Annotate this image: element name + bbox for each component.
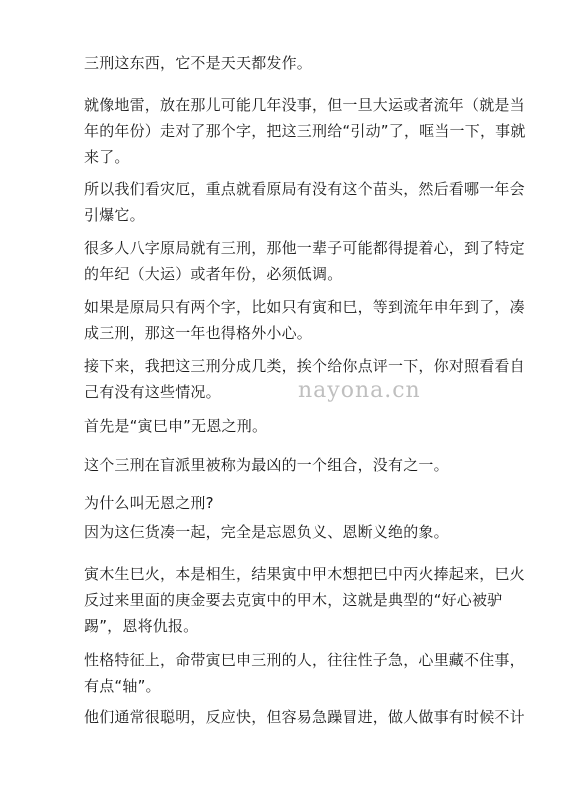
- paragraph-line: 的年纪（大运）或者年份，必须低调。: [84, 265, 343, 283]
- paragraph: [84, 413, 504, 439]
- paragraph-line: 他们通常很聪明，反应快，但容易急躁冒进，做人做事有时候不计: [84, 708, 525, 726]
- paragraph-line: 接下来，我把这三刑分成几类，挨个给你点评一下，你对照看看自: [84, 357, 525, 375]
- paragraph-line: 为什么叫无恩之刑?: [84, 494, 214, 512]
- paragraph-line: 很多人八字原局就有三刑，那他一辈子可能都得提着心，到了特定: [84, 239, 525, 257]
- paragraph: [84, 647, 525, 699]
- paragraph-line: 如果是原局只有两个字，比如只有寅和巳，等到流年申年到了，凑: [84, 298, 525, 316]
- paragraph-line: 首先是“寅巳申”无恩之刑。: [84, 417, 268, 435]
- paragraph: [84, 490, 504, 516]
- paragraph-line: 因为这仨货凑一起，完全是忘恩负义、恩断义绝的象。: [84, 523, 449, 541]
- paragraph-line: 性格特征上，命带寅巳申三刑的人，往往性子急，心里藏不住事，: [84, 651, 525, 669]
- paragraph: [84, 92, 526, 170]
- paragraph: [84, 452, 504, 478]
- paragraph: [84, 235, 525, 287]
- paragraph-line: 反过来里面的庚金要去克寅中的甲木，这就是典型的“好心被驴: [84, 591, 503, 609]
- paragraph-line: 寅木生巳火，本是相生，结果寅中甲木想把巳中丙火捧起来，巳火: [84, 565, 525, 583]
- paragraph-line: 这个三刑在盲派里被称为最凶的一个组合，没有之一。: [84, 456, 449, 474]
- paragraph-line: 引爆它。: [84, 206, 145, 224]
- paragraph-line: 己有没有这些情况。: [84, 383, 221, 401]
- paragraph: [84, 561, 525, 639]
- paragraph-line: 成三刑，那这一年也得格外小心。: [84, 324, 313, 342]
- paragraph-line: 有点“轴”。: [84, 677, 161, 695]
- paragraph-line: 来了。: [84, 148, 130, 166]
- paragraph-line: 所以我们看灾厄，重点就看原局有没有这个苗头，然后看哪一年会: [84, 180, 525, 198]
- paragraph: [84, 294, 525, 346]
- paragraph-line: 三刑这东西，它不是天天都发作。: [84, 54, 313, 72]
- paragraph: [84, 704, 525, 730]
- paragraph: [84, 353, 525, 405]
- paragraph: [84, 50, 504, 76]
- watermark: nayona.cn: [298, 378, 421, 403]
- paragraph: [84, 176, 525, 228]
- paragraph-line: 年的年份）走对了那个字，把这三刑给“引动”了，哐当一下，事就: [84, 122, 526, 140]
- paragraph: [84, 519, 504, 545]
- paragraph-line: 踢”，恩将仇报。: [84, 617, 199, 635]
- paragraph-line: 就像地雷，放在那儿可能几年没事，但一旦大运或者流年（就是当: [84, 96, 525, 114]
